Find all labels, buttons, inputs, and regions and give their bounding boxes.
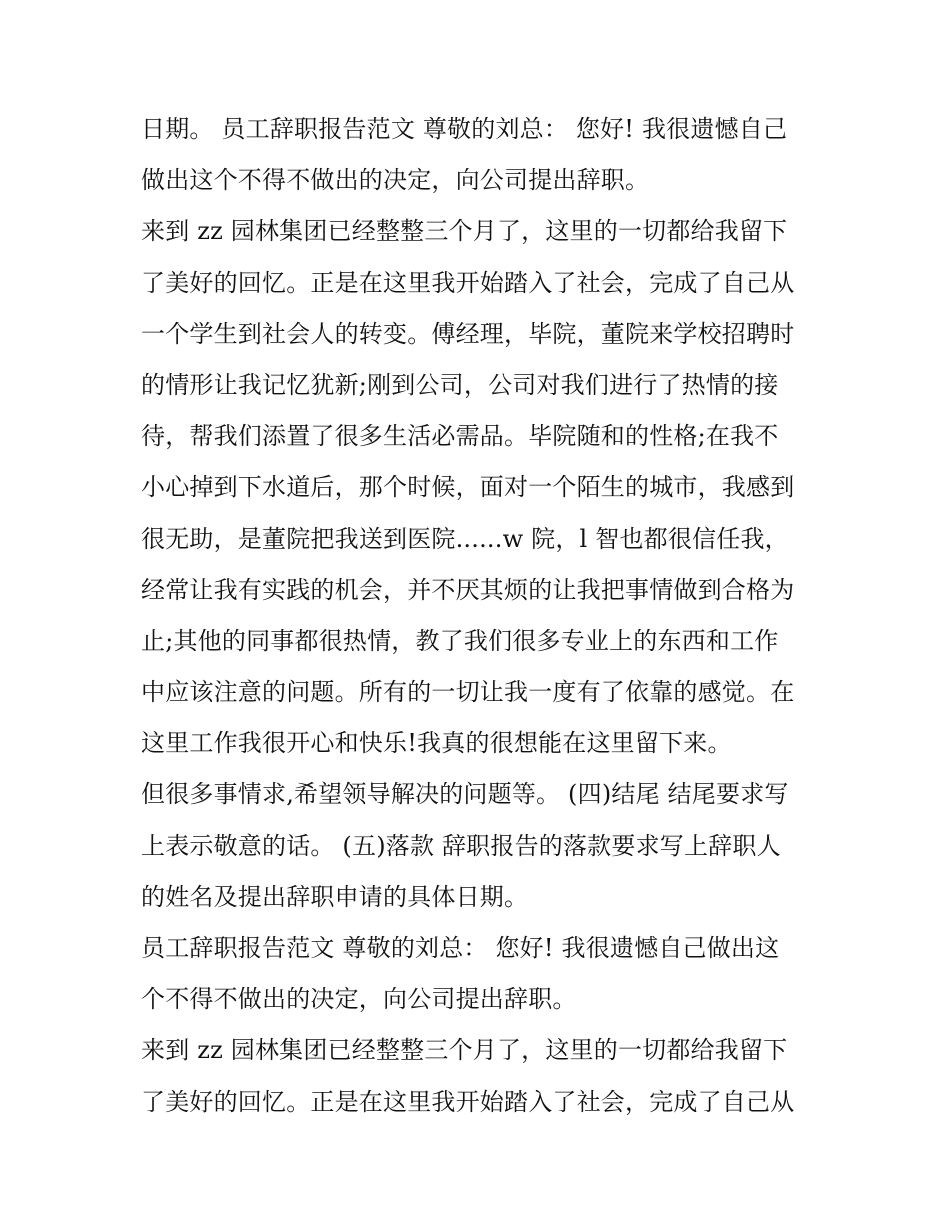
text-line: 做出这个不得不做出的决定，向公司提出辞职。 — [141, 166, 650, 195]
text-line: 来到 zz 园林集团已经整整三个月了，这里的一切都给我留下 — [141, 217, 788, 246]
text-line: 日期。 员工辞职报告范文 尊敬的刘总： 您好! 我很遗憾自己 — [141, 115, 788, 143]
text-line: 待，帮我们添置了很多生活必需品。毕院随和的性格;在我不 — [141, 422, 779, 451]
text-line: 经常让我有实践的机会，并不厌其烦的让我把事情做到合格为 — [141, 575, 795, 604]
text-line: 的情形让我记忆犹新;刚到公司，公司对我们进行了热情的接 — [141, 370, 779, 399]
text-line: 了美好的回忆。正是在这里我开始踏入了社会，完成了自己从 — [141, 1087, 795, 1116]
text-line: 这里工作我很开心和快乐!我真的很想能在这里留下来。 — [141, 729, 732, 758]
text-line: 来到 zz 园林集团已经整整三个月了，这里的一切都给我留下 — [141, 1036, 788, 1065]
text-line: 但很多事情求,希望领导解决的问题等。 (四)结尾 结尾要求写 — [141, 780, 789, 809]
text-line: 员工辞职报告范文 尊敬的刘总： 您好! 我很遗憾自己做出这 — [141, 934, 780, 962]
text-line: 的姓名及提出辞职申请的具体日期。 — [141, 882, 529, 911]
text-line: 止;其他的同事都很热情，教了我们很多专业上的东西和工作 — [141, 626, 779, 655]
text-line: 一个学生到社会人的转变。傅经理，毕院，董院来学校招聘时 — [141, 319, 795, 348]
text-line: 中应该注意的问题。所有的一切让我一度有了依靠的感觉。在 — [141, 678, 795, 707]
text-line: 个不得不做出的决定，向公司提出辞职。 — [141, 985, 577, 1014]
text-line: 小心掉到下水道后，那个时候，面对一个陌生的城市，我感到 — [141, 473, 795, 502]
text-line: 上表示敬意的话。 (五)落款 辞职报告的落款要求写上辞职人 — [141, 831, 781, 860]
document-body — [141, 104, 831, 1128]
text-line: 很无助，是董院把我送到医院......w 院，l 智也都很信任我， — [141, 524, 789, 553]
text-line: 了美好的回忆。正是在这里我开始踏入了社会，完成了自己从 — [141, 268, 795, 297]
